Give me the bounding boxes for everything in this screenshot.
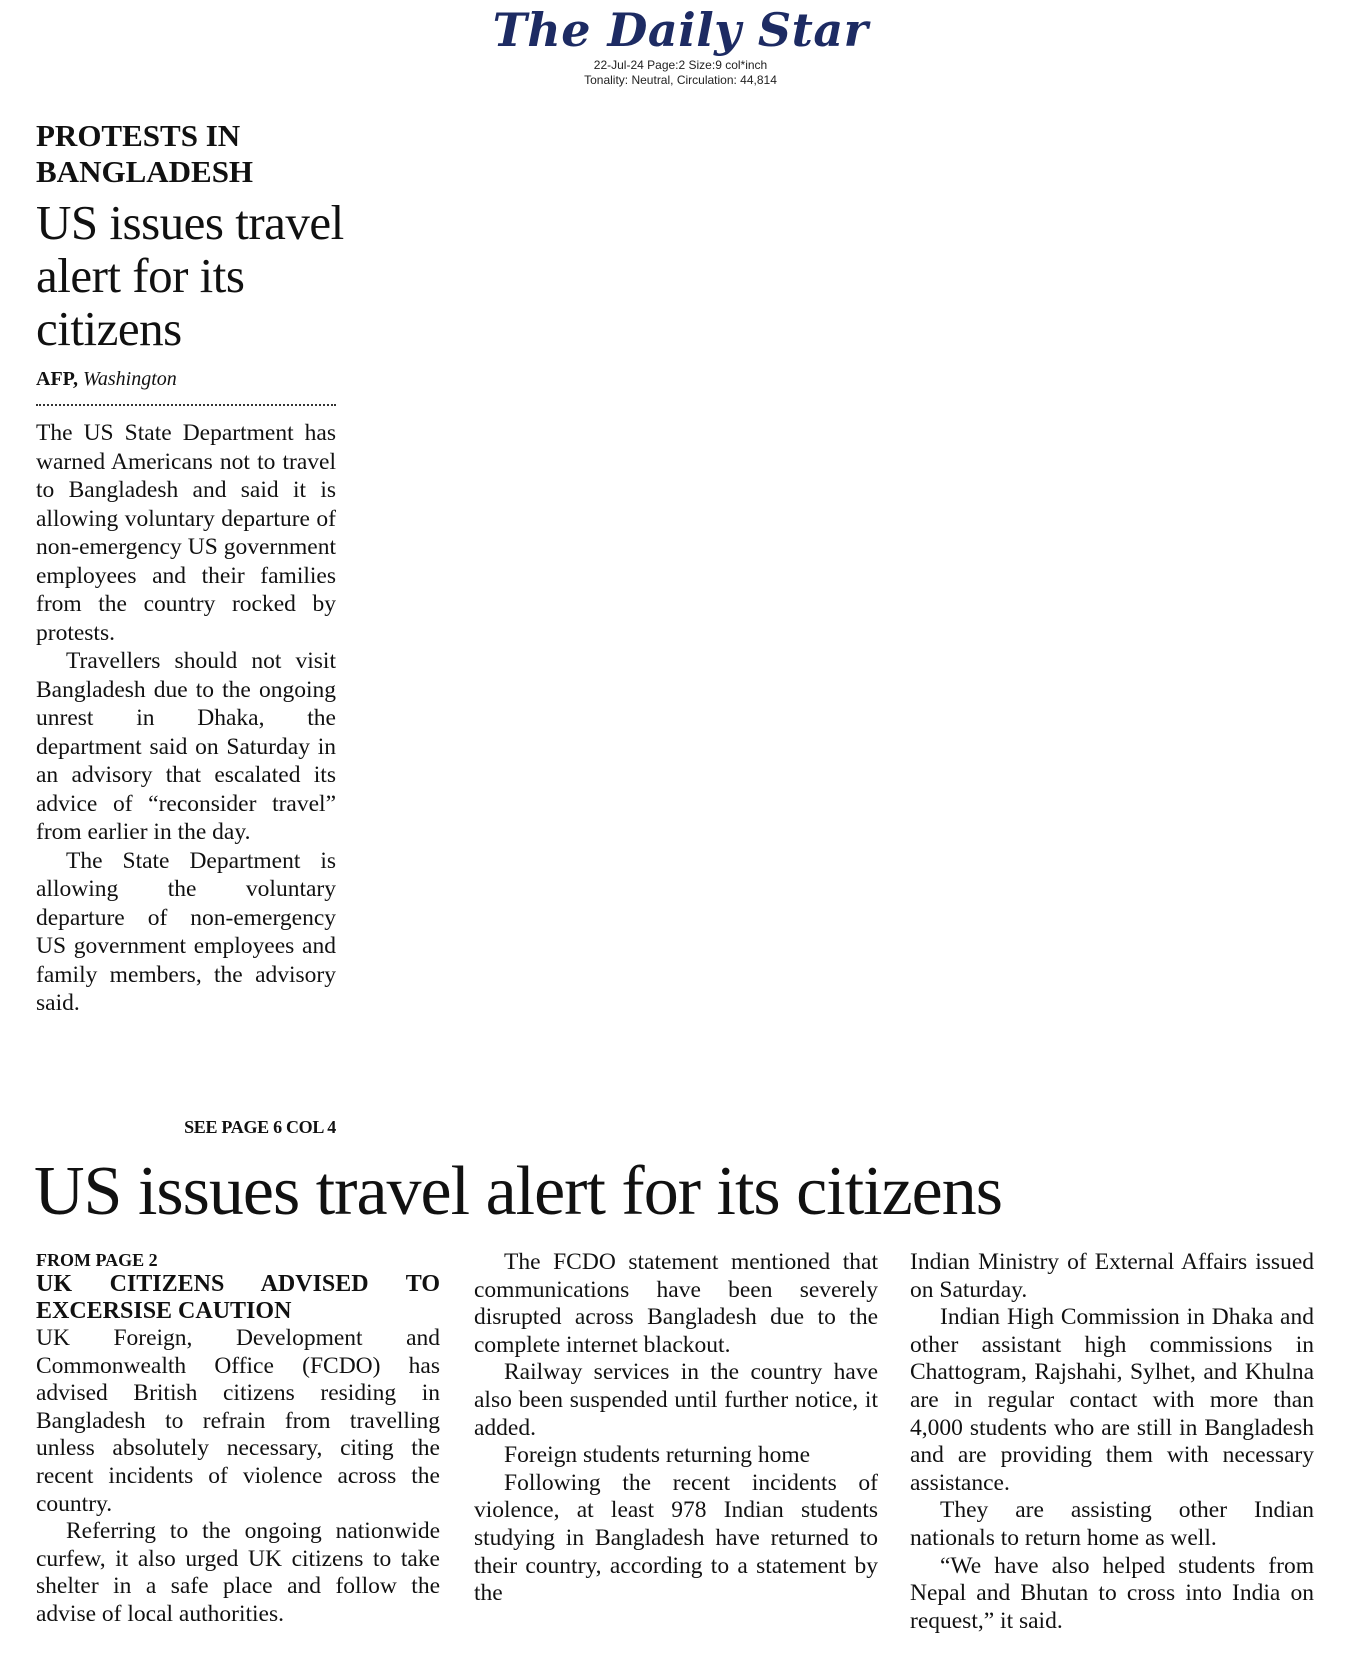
continuation-headline: US issues travel alert for its citizens bbox=[34, 1153, 1002, 1230]
continuation-paragraph: UK Foreign, Development and Commonwealth Office (FCDO) has advised British citizens residing in Bangladesh to refrain from travelling unless absolutely necessary, citing the recent incidents of violence across the country. bbox=[36, 1325, 440, 1517]
continuation-paragraph: Indian High Commission in Dhaka and other assistant high commissions in Chattogram, Rajshahi, Sylhet, and Khulna are in regular contact with more than 4,000 students who are still in Bangladesh and are providing them with necessary assistance. bbox=[910, 1304, 1314, 1496]
byline-agency: AFP, bbox=[36, 368, 79, 390]
masthead bbox=[0, 0, 1361, 88]
article-paragraph: The State Department is allowing the voluntary departure of non-emergency US government employees and family members, the advisory said. bbox=[36, 847, 336, 1016]
section-subhead: Foreign students returning home bbox=[504, 1442, 811, 1469]
from-page-label: FROM PAGE 2 bbox=[36, 1250, 158, 1270]
article-paragraph: Travellers should not visit Bangladesh due to the ongoing unrest in Dhaka, the department said on Saturday in an advisory that escalated its advice of “reconsider travel” from earlier in the day. bbox=[36, 648, 336, 845]
continuation-paragraph: The FCDO statement mentioned that communications have been severely disrupted across Bangladesh due to the complete internet blackout. bbox=[474, 1249, 878, 1358]
continuation-paragraph: Indian Ministry of External Affairs issued on Saturday. bbox=[910, 1249, 1314, 1303]
continuation-paragraph: They are assisting other Indian nationals to return home as well. bbox=[910, 1497, 1314, 1551]
article-body bbox=[36, 419, 336, 1018]
byline bbox=[36, 368, 177, 391]
byline-divider bbox=[36, 404, 336, 406]
clipping-meta-line-2: Tonality: Neutral, Circulation: 44,814 bbox=[584, 73, 777, 87]
continuation-paragraph: “We have also helped students from Nepal and Bhutan to cross into India on request,” it said. bbox=[910, 1552, 1314, 1634]
clipping-meta-line-1: 22-Jul-24 Page:2 Size:9 col*inch bbox=[593, 58, 768, 72]
continuation-column-1 bbox=[36, 1249, 440, 1629]
see-page-reference: SEE PAGE 6 COL 4 bbox=[184, 1117, 336, 1137]
continuation-paragraph: Following the recent incidents of violence, at least 978 Indian students studying in Bangladesh have returned to their country, according to a statement by the bbox=[474, 1469, 878, 1607]
byline-place: Washington bbox=[83, 368, 177, 390]
continuation-column-2 bbox=[474, 1249, 878, 1608]
article-kicker: PROTESTS IN BANGLADESH bbox=[36, 118, 254, 189]
continuation-paragraph: Railway services in the country have also been suspended until further notice, it added. bbox=[474, 1359, 878, 1441]
continuation-paragraph: Referring to the ongoing nationwide curfew, it also urged UK citizens to take shelter in a safe place and follow the advise of local authorities. bbox=[36, 1518, 440, 1627]
newspaper-logo: The Daily Star bbox=[492, 3, 869, 57]
continuation-column-3 bbox=[910, 1249, 1314, 1635]
article-paragraph: The US State Department has warned Americans not to travel to Bangladesh and said it is allowing voluntary departure of non-emergency US government employees and their families from the country rocked by protests. bbox=[36, 420, 336, 646]
continuation-subhead: UK CITIZENS ADVISED TO EXCERSISE CAUTION bbox=[36, 1271, 440, 1324]
article-headline: US issues travel alert for its citizens bbox=[36, 195, 344, 356]
